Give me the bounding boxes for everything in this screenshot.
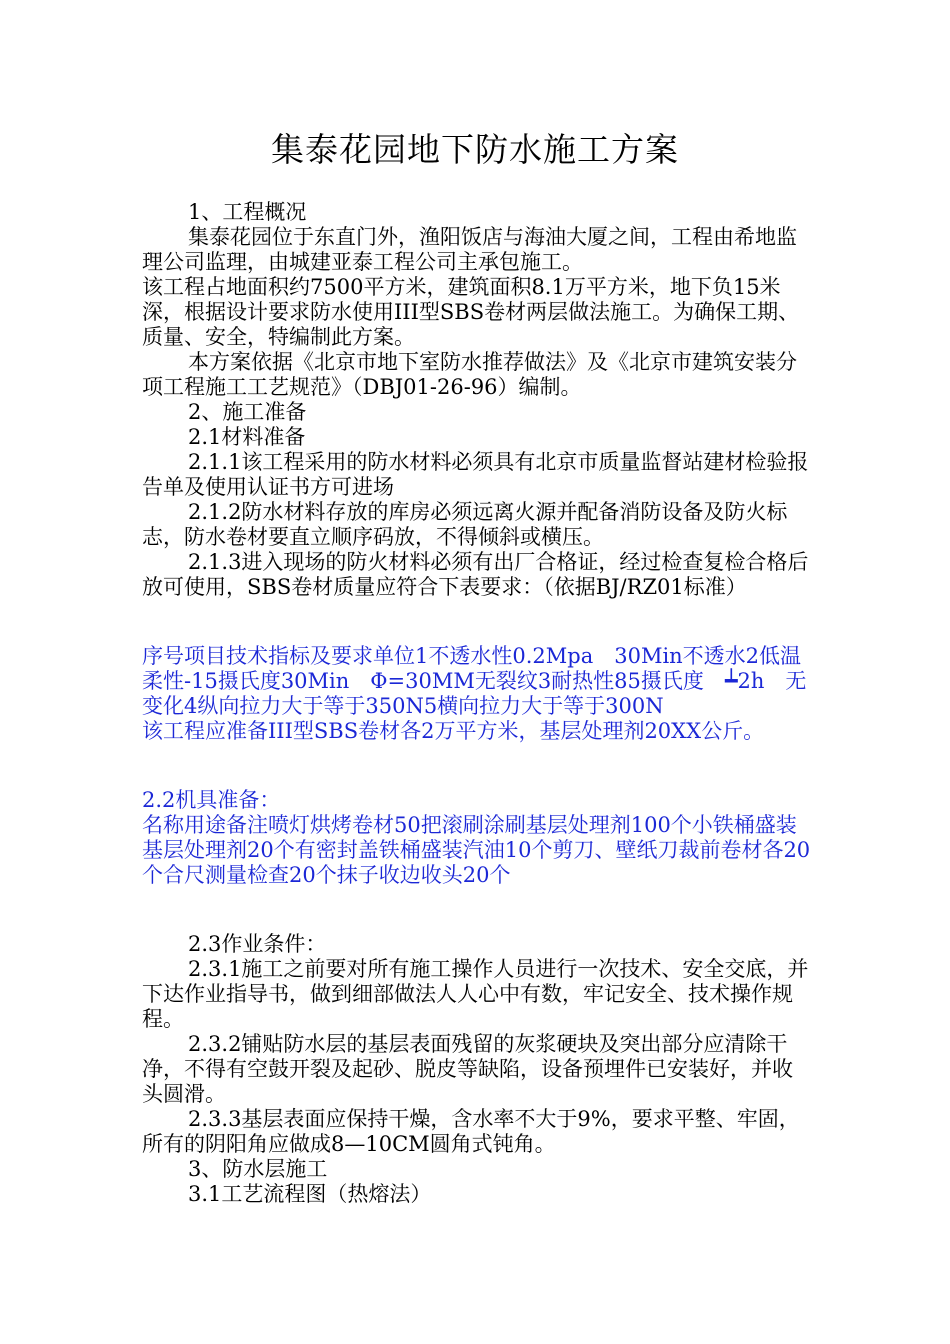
material-spec-table-text: 序号项目技术指标及要求单位1不透水性0.2Mpa 30Min不透水2低温柔性-15摄氏度30Min Φ=30MM无裂纹3耐热性85摄氏度 ┷2h 无变化4纵向拉力大于等于350N5横向拉力大于等于300N <box>142 644 807 718</box>
paragraph: 2.3.3基层表面应保持干燥，含水率不大于9%，要求平整、牢固，所有的阴阳角应做成8—10CM圆角式钝角。 <box>142 1107 800 1156</box>
subsection-heading: 2.2机具准备： <box>142 788 281 812</box>
paragraph: 2.1.2防水材料存放的库房必须远离火源并配备消防设备及防火标志，防水卷材要直立顺序码放，不得倾斜或横压。 <box>142 500 788 549</box>
section-heading: 3、防水层施工 <box>188 1157 328 1181</box>
paragraph: 该工程占地面积约7500平方米，建筑面积8.1万平方米，地下负15米深，根据设计要求防水使用III型SBS卷材两层做法施工。为确保工期、质量、安全，特编制此方案。 <box>142 275 800 349</box>
subsection-heading: 2.3作业条件： <box>188 932 327 956</box>
section-heading: 1、工程概况 <box>188 200 307 224</box>
paragraph: 2.1.3进入现场的防火材料必须有出厂合格证，经过检查复检合格后放可使用，SBS卷材质量应符合下表要求：（依据BJ/RZ01标准） <box>142 550 809 599</box>
tool-list-table-text: 名称用途备注喷灯烘烤卷材50把滚刷涂刷基层处理剂100个小铁桶盛装基层处理剂20个有密封盖铁桶盛装汽油10个剪刀、壁纸刀裁前卷材各20个合尺测量检查20个抹子收边收头20个 <box>142 813 811 887</box>
subsection-heading: 2.1材料准备 <box>188 425 306 449</box>
paragraph: 2.1.1该工程采用的防水材料必须具有北京市质量监督站建材检验报告单及使用认证书方可进场 <box>142 450 809 499</box>
paragraph: 2.3.2铺贴防水层的基层表面残留的灰浆硬块及突出部分应清除干净，不得有空鼓开裂及起砂、脱皮等缺陷，设备预埋件已安装好，并收头圆滑。 <box>142 1032 793 1106</box>
spacer <box>142 600 812 644</box>
paragraph: 集泰花园位于东直门外，渔阳饭店与海油大厦之间，工程由希地监理公司监理，由城建亚泰工程公司主承包施工。 <box>142 225 797 274</box>
paragraph: 本方案依据《北京市地下室防水推荐做法》及《北京市建筑安装分项工程施工工艺规范》（DBJ01-26-96）编制。 <box>142 350 797 399</box>
section-heading: 2、施工准备 <box>188 400 307 424</box>
subsection-heading: 3.1工艺流程图（热熔法） <box>188 1182 432 1206</box>
document-title: 集泰花园地下防水施工方案 <box>271 130 679 169</box>
spacer <box>142 888 812 932</box>
spacer <box>142 744 812 788</box>
paragraph: 2.3.1施工之前要对所有施工操作人员进行一次技术、安全交底，并下达作业指导书，做到细部做法人人心中有数，牢记安全、技术操作规程。 <box>142 957 809 1031</box>
paragraph: 该工程应准备III型SBS卷材各2万平方米，基层处理剂20XX公斤。 <box>142 719 765 743</box>
document-body <box>142 200 812 1207</box>
